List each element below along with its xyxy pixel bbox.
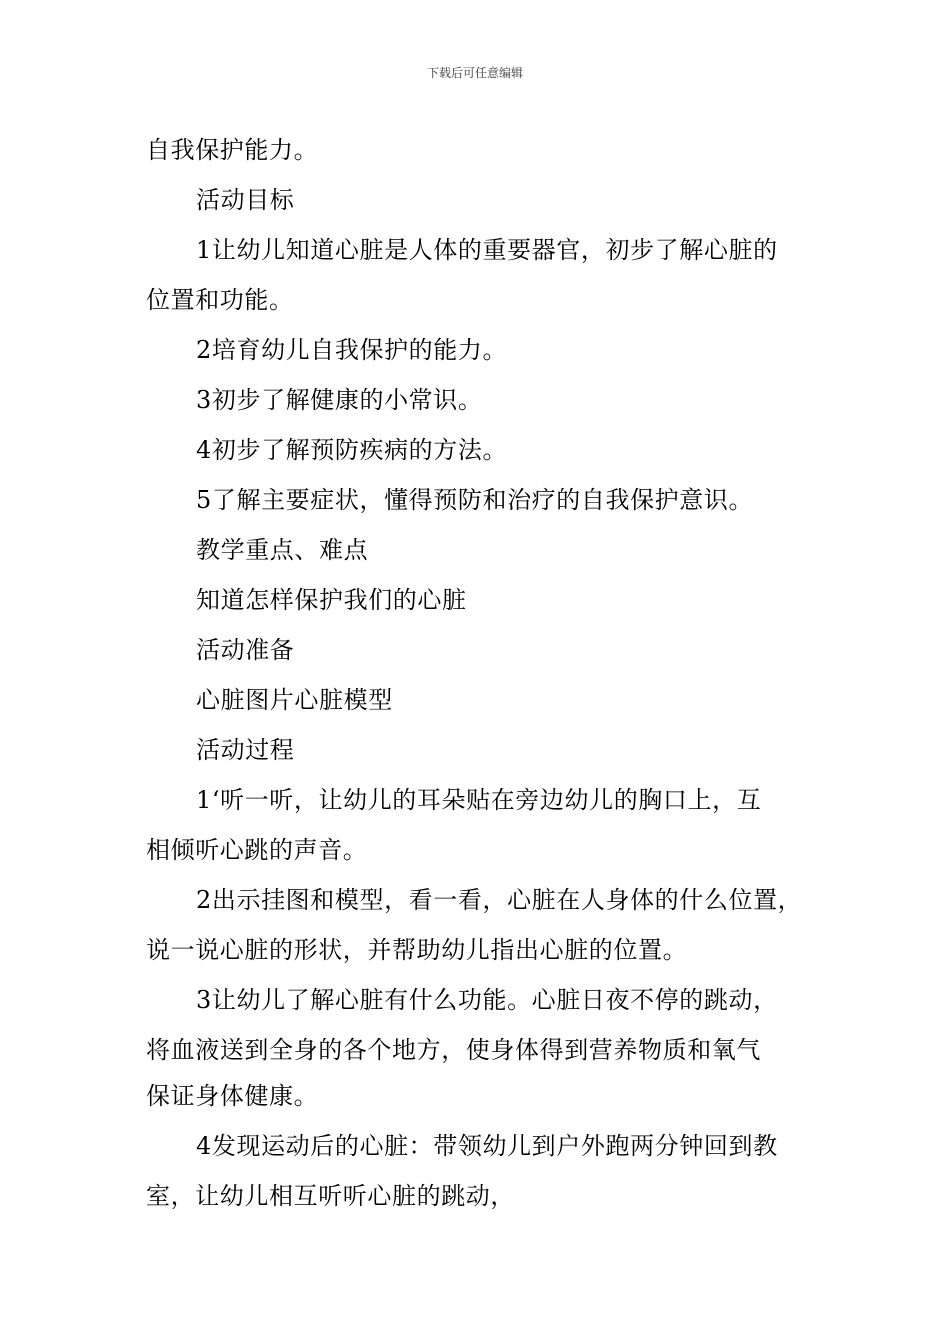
goal-item-2: 2培育幼儿自我保护的能力。 — [196, 336, 508, 364]
paragraph-line: 自我保护能力。 — [146, 136, 319, 164]
process-step-1-continued: 相倾听心跳的声音。 — [146, 836, 368, 864]
process-step-3-continued: 将血液送到全身的各个地方，使身体得到营养物质和氧气 — [146, 1036, 761, 1064]
process-step-3-continued-2: 保证身体健康。 — [146, 1082, 319, 1110]
goal-item-5: 5了解主要症状，懂得预防和治疗的自我保护意识。 — [196, 486, 754, 514]
key-point-text: 知道怎样保护我们的心脏 — [196, 586, 467, 614]
process-step-4: 4发现运动后的心脏：带领幼儿到户外跑两分钟回到教 — [196, 1132, 778, 1160]
process-step-1: 1‘听一听，让幼儿的耳朵贴在旁边幼儿的胸口上，互 — [196, 786, 762, 814]
process-step-3: 3让幼儿了解心脏有什么功能。心脏日夜不停的跳动， — [196, 986, 778, 1014]
process-step-4-continued: 室，让幼儿相互听听心脏的跳动， — [146, 1182, 515, 1210]
section-heading-process: 活动过程 — [196, 736, 295, 764]
section-heading-preparation: 活动准备 — [196, 636, 295, 664]
process-step-2-continued: 说一说心脏的形状，并帮助幼儿指出心脏的位置。 — [146, 936, 688, 964]
goal-item-3: 3初步了解健康的小常识。 — [196, 386, 483, 414]
goal-item-4: 4初步了解预防疾病的方法。 — [196, 436, 508, 464]
page-header-note: 下载后可任意编辑 — [426, 66, 523, 80]
process-step-2: 2出示挂图和模型，看一看，心脏在人身体的什么位置， — [196, 886, 803, 914]
goal-item-1: 1让幼儿知道心脏是人体的重要器官，初步了解心脏的 — [196, 236, 778, 264]
preparation-text: 心脏图片心脏模型 — [196, 686, 393, 714]
section-heading-key-points: 教学重点、难点 — [196, 536, 369, 564]
goal-item-1-continued: 位置和功能。 — [146, 286, 294, 314]
section-heading-goals: 活动目标 — [196, 186, 295, 214]
